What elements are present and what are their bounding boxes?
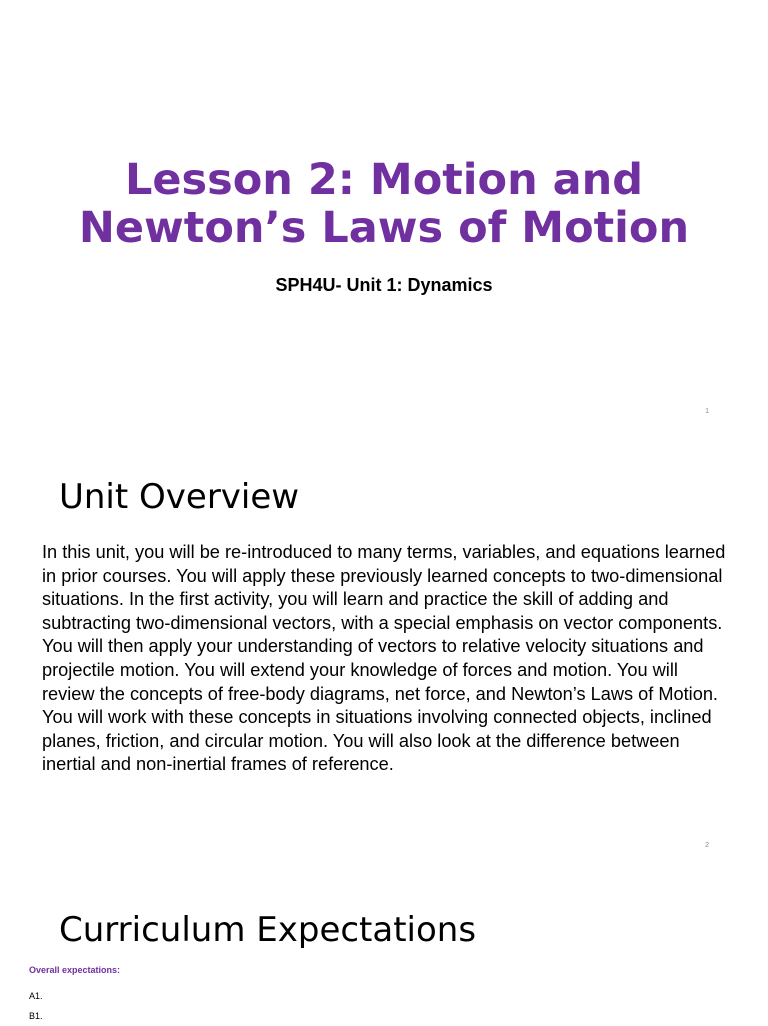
slide-page-number: 2 <box>705 842 709 849</box>
unit-overview-heading: Unit Overview <box>59 477 300 517</box>
curriculum-expectations-heading: Curriculum Expectations <box>59 910 477 950</box>
list-item: B1. <box>29 1011 43 1021</box>
lesson-subtitle: SPH4U- Unit 1: Dynamics <box>275 275 493 295</box>
lesson-title-line-1: Lesson 2: Motion and <box>124 155 644 205</box>
overall-expectations-label: Overall expectations: <box>29 965 121 975</box>
unit-overview-body: In this unit, you will be re-introduced to many terms, variables, and equations learned in prior courses. You will apply these previously learned concepts to two-dimensional situations. In the first activity, you will learn and practice the skill of adding and subtracting two-dimensional vectors, with a special emphasis on vector components. You will then apply your understanding of vectors to relative velocity situations and projectile motion. You will extend your knowledge of forces and motion. You will review the concepts of free-body diagrams, net force, and Newton’s Laws of Motion. You will work with these concepts in situations involving connected objects, inclined planes, friction, and circular motion. You will also look at the difference between inertial and non-inertial frames of reference. <box>42 542 726 775</box>
lesson-title <box>0 156 768 252</box>
lesson-title-line-2: Newton’s Laws of Motion <box>78 203 690 253</box>
list-item: A1. <box>29 991 43 1001</box>
curriculum-expectations-slide <box>0 868 768 1024</box>
slide-page-number: 1 <box>705 408 709 415</box>
unit-overview-slide <box>0 434 768 868</box>
expectations-list <box>29 986 43 1026</box>
title-slide <box>0 0 768 434</box>
